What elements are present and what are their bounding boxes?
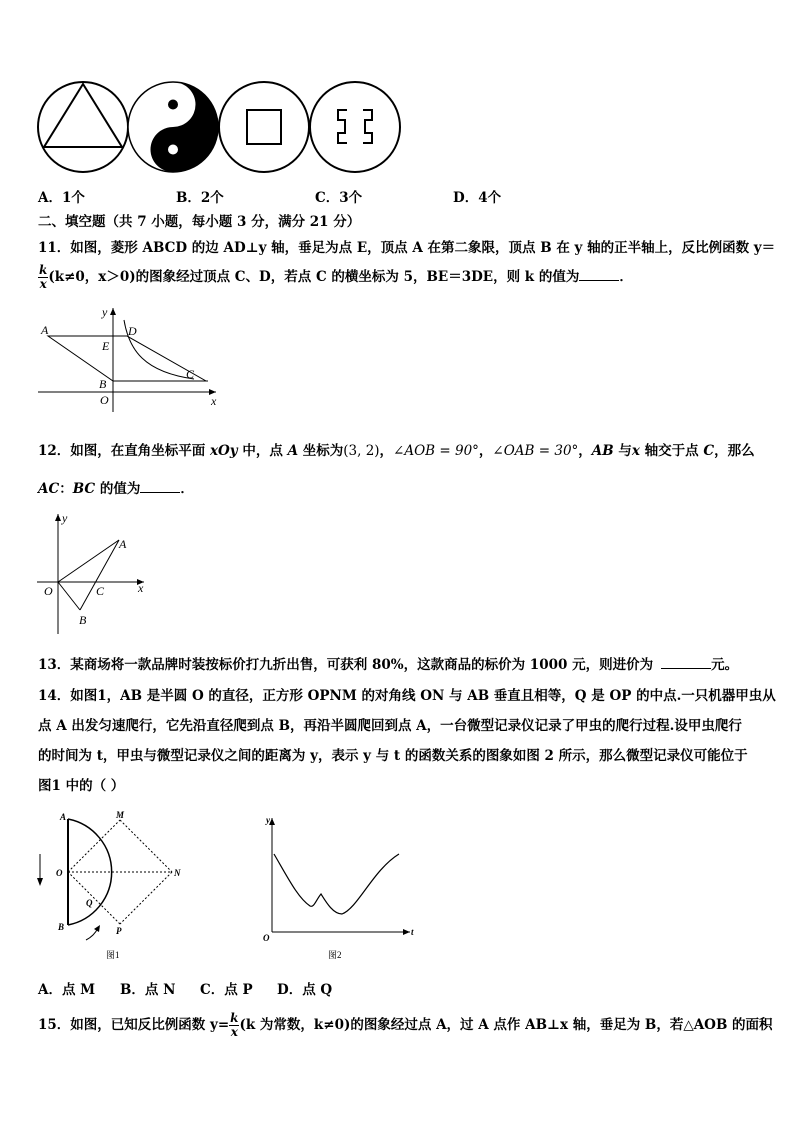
answer-blank bbox=[661, 654, 711, 669]
fig-label: O bbox=[56, 868, 63, 878]
q14-option-b: B．点 N bbox=[120, 982, 176, 998]
fig-label: N bbox=[174, 868, 181, 878]
fig-label: x bbox=[211, 394, 217, 408]
fig-label: A bbox=[60, 812, 67, 822]
q14-line3: 的时间为 t，甲虫与微型记录仪之间的距离为 y，表示 y 与 t 的函数关系的图象如图 2 所示，那么微型记录仪可能位于 bbox=[38, 748, 748, 764]
q15-fraction: $\frac{k}{x}$ bbox=[230, 1011, 239, 1039]
q11-line1: 11．如图，菱形 ABCD 的边 AD⊥y 轴，垂足为点 E，顶点 A 在第二象限，顶点 B 在 y 轴的正半轴上，反比例函数 y＝ bbox=[38, 240, 776, 256]
fig-label: C bbox=[186, 367, 195, 381]
q14-line4: 图1 中的（ ） bbox=[38, 778, 125, 794]
fig-label: A bbox=[119, 537, 127, 551]
fig-label: y bbox=[62, 511, 68, 525]
q10-option-d: D．4个 bbox=[453, 190, 502, 206]
q13-line: 13．某商场将一款品牌时装按标价打九折出售，可获利 80%，这款商品的标价为 1000 元，则进价为 元。 bbox=[38, 654, 738, 675]
q14-figure2 bbox=[258, 808, 418, 968]
fig-label: x bbox=[138, 581, 144, 595]
q14-line2: 点 A 出发匀速爬行，它先沿直径爬到点 B，再沿半圆爬回到点 A，一台微型记录仪记录了甲虫的爬行过程.设甲虫爬行 bbox=[38, 718, 742, 734]
q15-line1: 15．如图，已知反比例函数 y= $\frac{k}{x}$ (k 为常数，k≠0)的图象经过点 A，过 A 点作 AB⊥x 轴，垂足为 B，若△AOB 的面积 bbox=[38, 1011, 773, 1039]
q12-line2: AC：BC 的值为 ． bbox=[38, 478, 194, 499]
circle-symbol-figure bbox=[310, 82, 400, 172]
fig-caption: 图1 bbox=[106, 950, 120, 960]
fig-label: t bbox=[411, 927, 414, 937]
fig-label: O bbox=[263, 933, 270, 943]
q10-option-b: B．2个 bbox=[176, 190, 224, 206]
q14-line1: 14．如图1，AB 是半圆 O 的直径，正方形 OPNM 的对角线 ON 与 AB 垂直且相等，Q 是 OP 的中点.一只机器甲虫从 bbox=[38, 688, 776, 704]
q14-option-d: D．点 Q bbox=[277, 982, 333, 998]
q11-figure bbox=[34, 300, 224, 412]
fig-caption: 图2 bbox=[328, 950, 342, 960]
q10-figures bbox=[34, 80, 406, 176]
fig-label: D bbox=[128, 324, 137, 338]
yin-yang-figure bbox=[128, 82, 218, 172]
fig-label: B bbox=[79, 613, 87, 627]
q14-figure1 bbox=[34, 808, 194, 968]
circle-square-figure bbox=[219, 82, 309, 172]
fig-label: P bbox=[116, 926, 122, 936]
q12-figure bbox=[34, 508, 154, 638]
answer-blank bbox=[140, 478, 180, 493]
fig-label: O bbox=[100, 393, 109, 407]
fig-label: B bbox=[58, 922, 65, 932]
q14-option-c: C．点 P bbox=[200, 982, 253, 998]
q12-line1: 12．如图，在直角坐标平面 xOy 中，点 A 坐标为(3, 2)，∠AOB = 90°，∠OAB = 30°，AB 与x 轴交于点 C，那么 bbox=[38, 443, 755, 459]
fig-label: O bbox=[44, 584, 53, 598]
fig-label: B bbox=[99, 377, 107, 391]
fig-label: E bbox=[102, 339, 110, 353]
fig-label: C bbox=[96, 584, 105, 598]
fig-label: M bbox=[116, 810, 125, 820]
circle-triangle-figure bbox=[38, 82, 128, 172]
fig-label: Q bbox=[86, 898, 93, 908]
q10-option-a: A．1个 bbox=[38, 190, 85, 206]
fig-label: A bbox=[41, 323, 49, 337]
q14-option-a: A．点 M bbox=[38, 982, 96, 998]
fig-label: y bbox=[266, 815, 270, 825]
section-heading: 二、填空题（共 7 小题，每小题 3 分，满分 21 分） bbox=[38, 214, 361, 230]
q10-option-c: C．3个 bbox=[315, 190, 363, 206]
fig-label: y bbox=[102, 305, 108, 319]
answer-blank bbox=[579, 266, 619, 281]
q11-fraction: $\frac{k}{x}$ bbox=[39, 263, 48, 291]
q11-line2: $\frac{k}{x}$ (k≠0，x＞0)的图象经过顶点 C、D，若点 C 的横坐标为 5，BE＝3DE，则 k 的值为 ． bbox=[39, 263, 633, 291]
